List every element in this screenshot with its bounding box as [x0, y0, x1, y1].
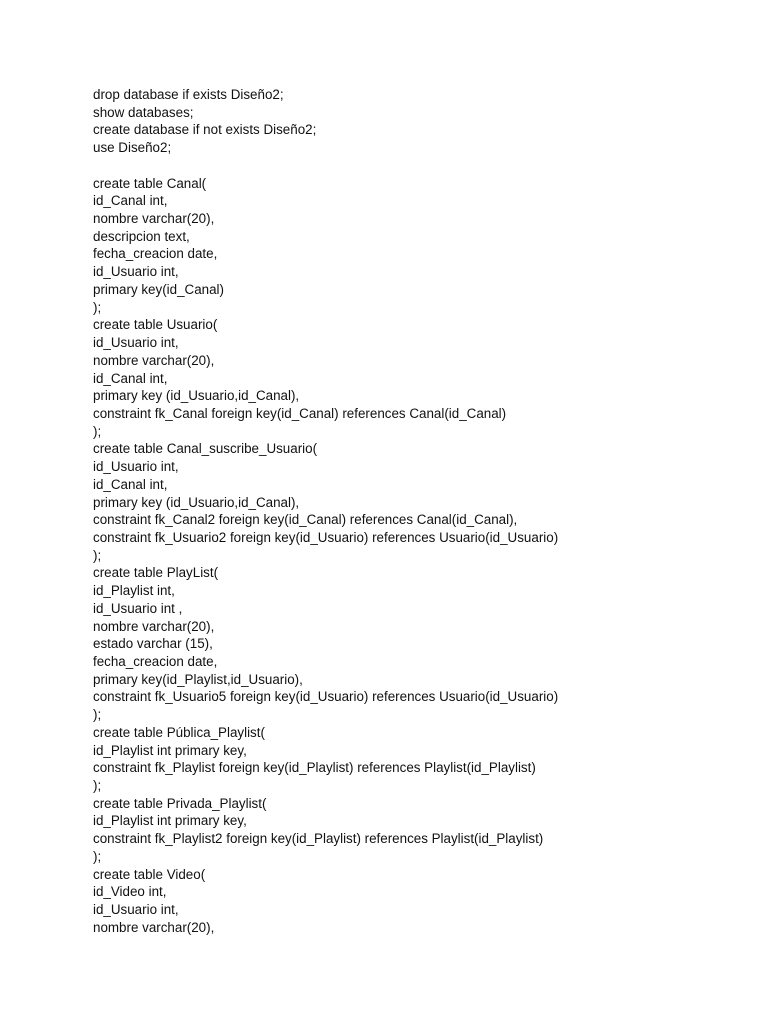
- text-line: id_Playlist int primary key,: [93, 742, 247, 758]
- text-line: constraint fk_Playlist2 foreign key(id_Playlist) references Playlist(id_Playlist): [93, 831, 544, 847]
- text-line: id_Usuario int,: [93, 335, 179, 351]
- text-line: nombre varchar(20),: [93, 618, 215, 634]
- text-line: id_Canal int,: [93, 193, 168, 209]
- text-line: nombre varchar(20),: [93, 919, 215, 935]
- text-line: estado varchar (15),: [93, 636, 213, 652]
- text-line: );: [93, 547, 102, 563]
- text-line: use Diseño2;: [93, 140, 172, 156]
- text-line: id_Usuario int ,: [93, 600, 183, 616]
- text-line: primary key (id_Usuario,id_Canal),: [93, 494, 300, 510]
- text-line: constraint fk_Canal foreign key(id_Canal) references Canal(id_Canal): [93, 405, 507, 421]
- text-line: create table Usuario(: [93, 317, 218, 333]
- text-line: create database if not exists Diseño2;: [93, 122, 317, 138]
- text-line: create table Privada_Playlist(: [93, 795, 267, 811]
- text-line: create table Canal_suscribe_Usuario(: [93, 441, 318, 457]
- text-line: );: [93, 778, 102, 794]
- text-line: fecha_creacion date,: [93, 246, 218, 262]
- text-line: id_Video int,: [93, 884, 167, 900]
- text-line: id_Playlist int,: [93, 583, 175, 599]
- text-line: id_Usuario int,: [93, 264, 179, 280]
- text-line: create table Pública_Playlist(: [93, 724, 265, 740]
- text-line: constraint fk_Playlist foreign key(id_Playlist) references Playlist(id_Playlist): [93, 760, 536, 776]
- text-line: id_Playlist int primary key,: [93, 813, 247, 829]
- text-line: id_Usuario int,: [93, 902, 179, 918]
- sql-text-body: [93, 86, 558, 937]
- text-line: );: [93, 423, 102, 439]
- text-line: );: [93, 848, 102, 864]
- text-line: primary key(id_Canal): [93, 281, 224, 297]
- text-line: [93, 157, 558, 175]
- text-line: constraint fk_Usuario2 foreign key(id_Usuario) references Usuario(id_Usuario): [93, 529, 559, 545]
- text-line: constraint fk_Usuario5 foreign key(id_Usuario) references Usuario(id_Usuario): [93, 689, 559, 705]
- text-line: fecha_creacion date,: [93, 654, 218, 669]
- text-line: show databases;: [93, 104, 194, 120]
- text-line: id_Canal int,: [93, 370, 168, 386]
- text-line: descripcion text,: [93, 228, 190, 244]
- text-line: id_Canal int,: [93, 476, 168, 492]
- text-line: create table PlayList(: [93, 565, 219, 581]
- text-line: primary key (id_Usuario,id_Canal),: [93, 388, 300, 404]
- text-line: constraint fk_Canal2 foreign key(id_Canal) references Canal(id_Canal),: [93, 512, 518, 528]
- text-line: nombre varchar(20),: [93, 352, 215, 368]
- text-line: id_Usuario int,: [93, 459, 179, 475]
- text-line: create table Canal(: [93, 175, 207, 191]
- text-line: nombre varchar(20),: [93, 211, 215, 227]
- text-line: );: [93, 299, 102, 315]
- text-line: );: [93, 707, 102, 723]
- text-line: drop database if exists Diseño2;: [93, 87, 284, 102]
- text-line: primary key(id_Playlist,id_Usuario),: [93, 671, 303, 687]
- text-line: create table Video(: [93, 866, 206, 882]
